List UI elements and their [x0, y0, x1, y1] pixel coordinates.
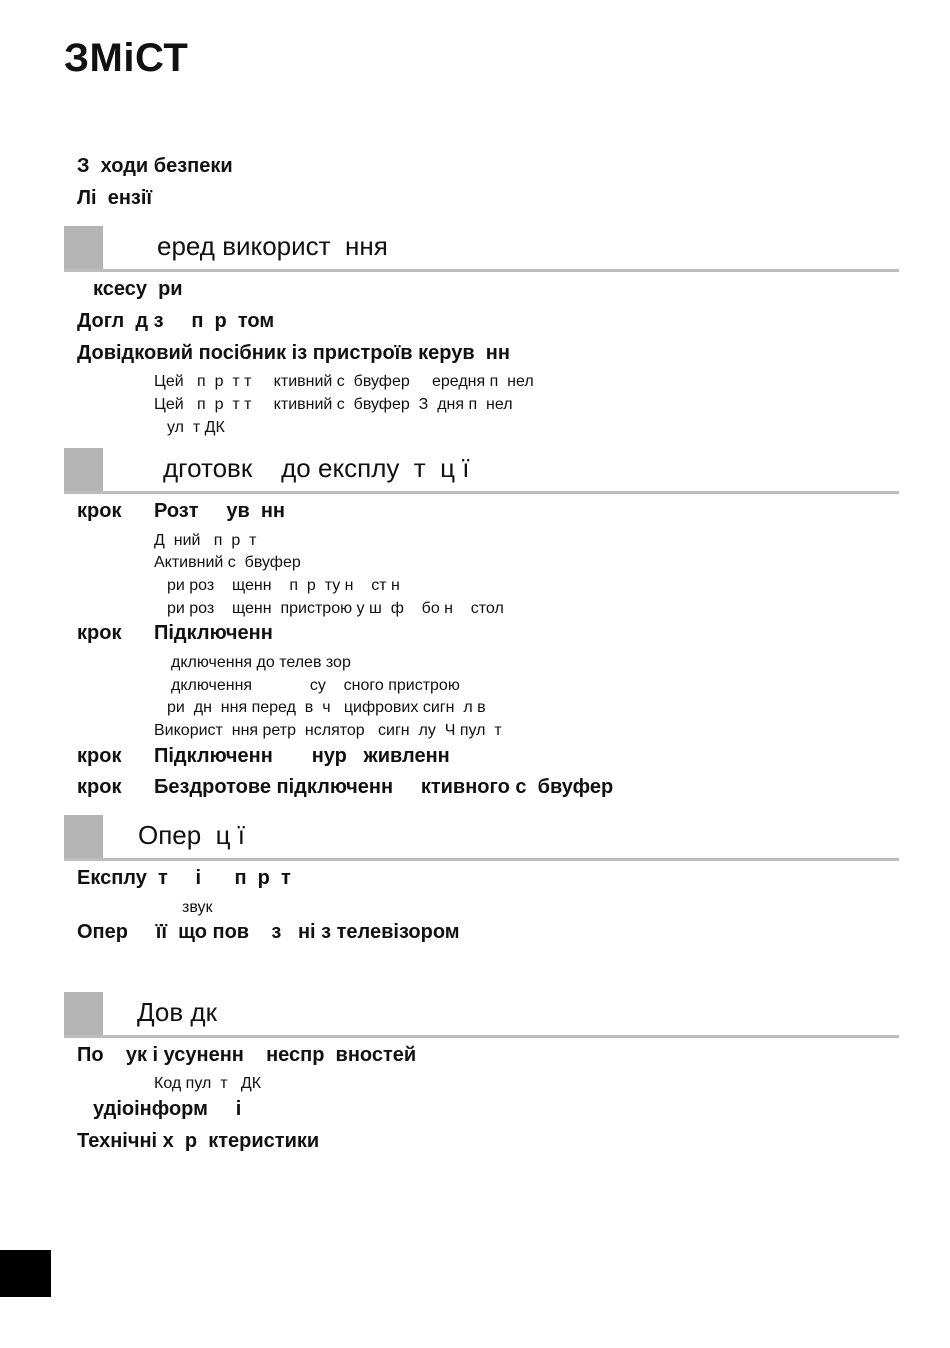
toc-entry-placement[interactable]: Розт ув нн: [154, 500, 286, 522]
toc-subentry[interactable]: Цей п р т т ктивний с бвуфер З дня п нел: [154, 396, 513, 413]
section-divider: [64, 269, 899, 272]
section-marker: [64, 815, 103, 861]
toc-subentry[interactable]: дключення до телев зор: [171, 654, 351, 671]
section-title-preparation[interactable]: дготовк до експлу т ц ї: [163, 453, 470, 483]
page-title: ЗМіСТ: [64, 36, 189, 80]
toc-entry-power-cord[interactable]: Підключенн нур живленн: [154, 745, 450, 767]
toc-subentry[interactable]: ул т ДК: [167, 419, 225, 436]
section-divider: [64, 1035, 899, 1038]
toc-entry-audio-info[interactable]: удіоінформ і: [93, 1098, 242, 1120]
section-marker: [64, 448, 103, 494]
toc-subentry[interactable]: Цей п р т т ктивний с бвуфер ередня п нел: [154, 373, 534, 390]
toc-subentry[interactable]: звук: [182, 899, 213, 916]
section-divider: [64, 858, 899, 861]
step-label: крок: [77, 500, 122, 522]
step-label: крок: [77, 745, 122, 767]
section-title-reference[interactable]: Дов дк: [137, 997, 217, 1027]
page-corner-tab: [0, 1250, 51, 1297]
section-divider: [64, 491, 899, 494]
toc-entry-safety[interactable]: З ходи безпеки: [77, 155, 233, 177]
toc-entry-licenses[interactable]: Лі ензії: [77, 187, 153, 209]
section-title-before-use[interactable]: еред використ ння: [157, 231, 388, 261]
toc-subentry[interactable]: ри роз щенн пристрою у ш ф бо н стол: [167, 600, 504, 617]
section-marker: [64, 226, 103, 272]
section-title-operations[interactable]: Опер ц ї: [138, 820, 246, 850]
toc-entry-usage[interactable]: Експлу т і п р т: [77, 867, 291, 889]
toc-entry-accessories[interactable]: ксесу ри: [93, 278, 183, 300]
toc-entry-wireless[interactable]: Бездротове підключенн ктивного с бвуфер: [154, 776, 614, 798]
step-label: крок: [77, 622, 122, 644]
toc-subentry[interactable]: Д ний п р т: [154, 532, 257, 549]
toc-subentry[interactable]: Використ ння ретр нслятор сигн лу Ч пул т: [154, 722, 502, 739]
toc-entry-parts-guide[interactable]: Довідковий посібник із пристроїв керув нн: [77, 342, 510, 364]
toc-entry-specifications[interactable]: Технічні х р ктеристики: [77, 1130, 320, 1152]
toc-subentry[interactable]: ри дн ння перед в ч цифрових сигн л в: [167, 699, 486, 716]
toc-subentry[interactable]: Код пул т ДК: [154, 1075, 262, 1092]
toc-entry-troubleshooting[interactable]: По ук і усуненн неспр вностей: [77, 1044, 417, 1066]
toc-entry-care[interactable]: Догл д з п р том: [77, 310, 275, 332]
toc-subentry[interactable]: Активний с бвуфер: [154, 554, 301, 571]
step-label: крок: [77, 776, 122, 798]
toc-subentry[interactable]: ри роз щенн п р ту н ст н: [167, 577, 400, 594]
section-marker: [64, 992, 103, 1038]
toc-entry-tv-operations[interactable]: Опер її що пов з ні з телевізором: [77, 921, 460, 943]
toc-subentry[interactable]: дключення су сного пристрою: [171, 677, 460, 694]
toc-entry-connection[interactable]: Підключенн: [154, 622, 273, 644]
